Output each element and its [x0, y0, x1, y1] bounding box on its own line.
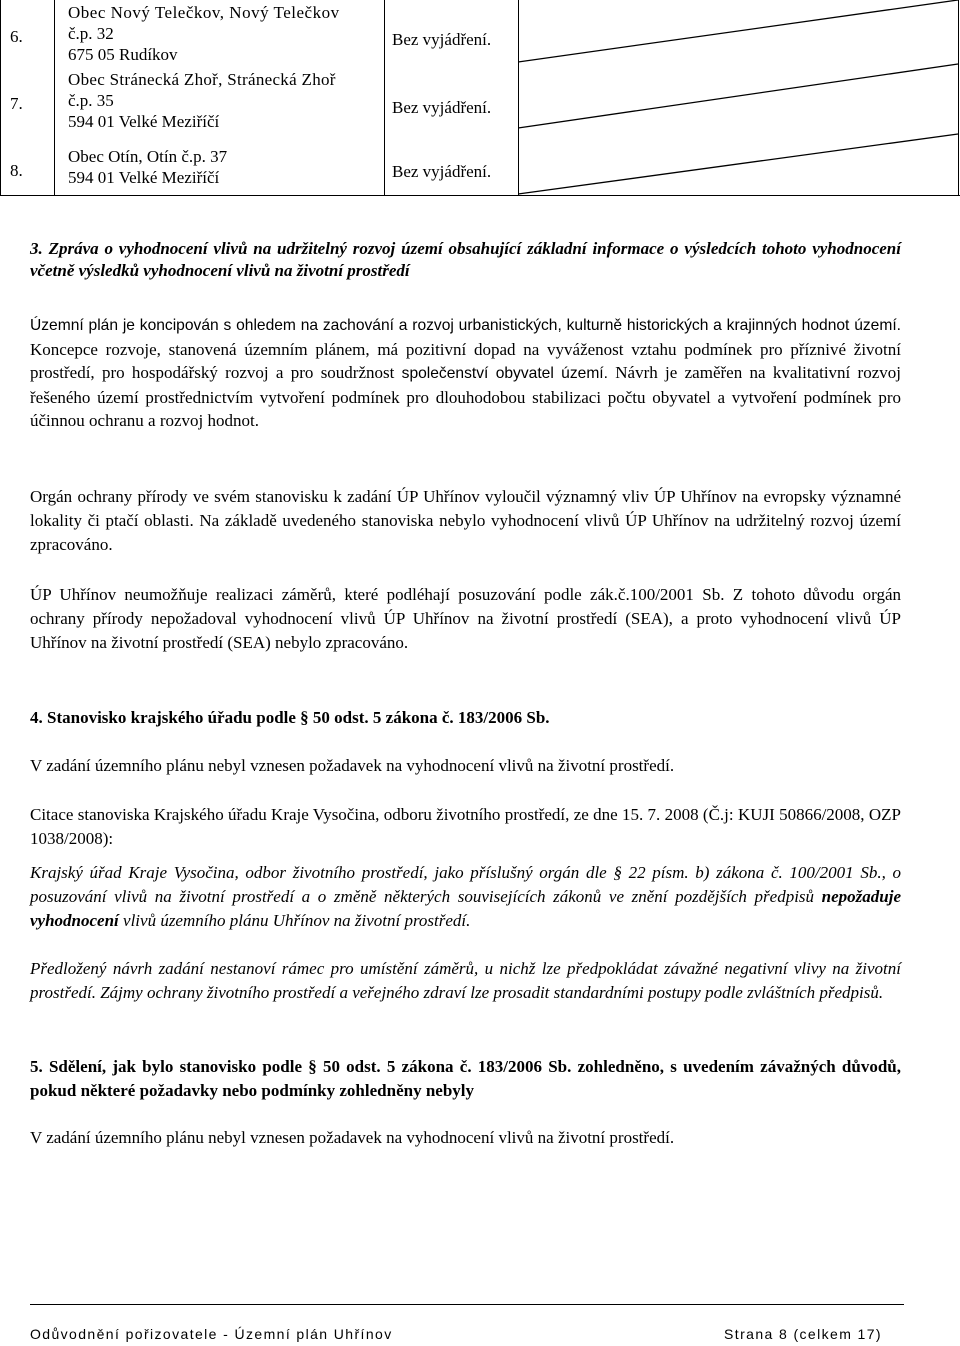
quoted-statement-2: Předložený návrh zadání nestanoví rámec pro umístění záměrů, u nichž lze předpokládat závažné negativní vlivy na životní prostředí. Zájmy ochrany životního prostředí a veřejného zdraví lze prosadit standardními postupy podle zvláštních předpisů. — [30, 959, 901, 1002]
section-4-heading: 4. Stanovisko krajského úřadu podle § 50 odst. 5 zákona č. 183/2006 Sb. — [30, 708, 550, 727]
section-4-paragraph-1: V zadání územního plánu nebyl vznesen požadavek na vyhodnocení vlivů na životní prostředí. — [30, 756, 675, 775]
section-3-paragraph-1: Územní plán je koncipován s ohledem na zachování a rozvoj urbanistických, kulturně historických a krajinných hodnot území. Koncepce rozvoje, stanovená územním plánem, má pozitivní dopad na vyváženost vztahu podmínek pro příznivé životní prostředí, pro hospodářský rozvoj a pro soudržnost společenství obyvatel území. Návrh je zaměřen na kvalitativní rozvoj řešeného území prostřednictvím vytvoření podmínek pro dlouhodobou stabilizaci počtu obyvatel a vytvoření podmínek pro účinnou ochranu a rozvoj hodnot. — [30, 317, 901, 430]
municipality-address: Obec Stránecká Zhoř, Stránecká Zhoř č.p. 35 594 01 Velké Meziříčí — [68, 70, 336, 131]
footer-divider — [30, 1304, 904, 1305]
section-3-heading: 3. Zpráva o vyhodnocení vlivů na udržitelný rozvoj území obsahující základní informace o výsledcích tohoto vyhodnocení včetně výsledků vyhodnocení vlivů na životní prostředí — [30, 239, 901, 280]
section-3-paragraph-3: ÚP Uhřínov neumožňuje realizaci záměrů, které podléhají posuzování podle zák.č.100/2001 Sb. Z tohoto důvodu orgán ochrany přírody nepožadoval vyhodnocení vlivů ÚP Uhřínov na životní prostředí (SEA), a proto vyhodnocení vlivů ÚP Uhřínov na životní prostředí (SEA) nebylo zpracováno. — [30, 585, 901, 652]
statement-text: Bez vyjádření. — [392, 98, 492, 117]
empty-cell-diagonals — [518, 0, 960, 196]
municipality-address: Obec Otín, Otín č.p. 37 594 01 Velké Meziříčí — [68, 147, 228, 187]
footer-page-number: Strana 8 (celkem 17) — [724, 1326, 882, 1342]
section-5-heading: 5. Sdělení, jak bylo stanovisko podle § 50 odst. 5 zákona č. 183/2006 Sb. zohledněno, s uvedením závažných důvodů, pokud některé požadavky nebo podmínky zohledněny nebyly — [30, 1057, 901, 1100]
section-4-paragraph-2: Citace stanoviska Krajského úřadu Kraje Vysočina, odboru životního prostředí, ze dne 15. 7. 2008 (Č.j: KUJI 50866/2008, OZP 1038/2008): — [30, 805, 901, 848]
section-5-paragraph-1: V zadání územního plánu nebyl vznesen požadavek na vyhodnocení vlivů na životní prostředí. — [30, 1128, 675, 1147]
quoted-statement: Krajský úřad Kraje Vysočina, odbor životního prostředí, jako příslušný orgán dle § 22 písm. b) zákona č. 100/2001 Sb., o posuzování vlivů na životní prostředí a o změně některých souvisejících zákonů ve znění pozdějších předpisů nepožaduje vyhodnocení vlivů územního plánu Uhřínov na životní prostředí. — [30, 863, 901, 930]
row-number: 6. — [10, 27, 23, 46]
row-number: 8. — [10, 161, 23, 180]
section-3-paragraph-2: Orgán ochrany přírody ve svém stanovisku k zadání ÚP Uhřínov vyloučil významný vliv ÚP Uhřínov na evropsky významné lokality či ptačí oblasti. Na základě uvedeného stanoviska nebylo vyhodnocení vlivů ÚP Uhřínov na udržitelný rozvoj území zpracováno. — [30, 487, 901, 554]
footer-document-title: Odůvodnění pořizovatele - Územní plán Uhřínov — [30, 1326, 393, 1342]
statement-text: Bez vyjádření. — [392, 30, 492, 49]
row-number: 7. — [10, 94, 23, 113]
municipality-address: Obec Nový Telečkov, Nový Telečkov č.p. 32 675 05 Rudíkov — [68, 3, 340, 64]
statement-text: Bez vyjádření. — [392, 162, 492, 181]
opinions-table — [0, 0, 960, 196]
